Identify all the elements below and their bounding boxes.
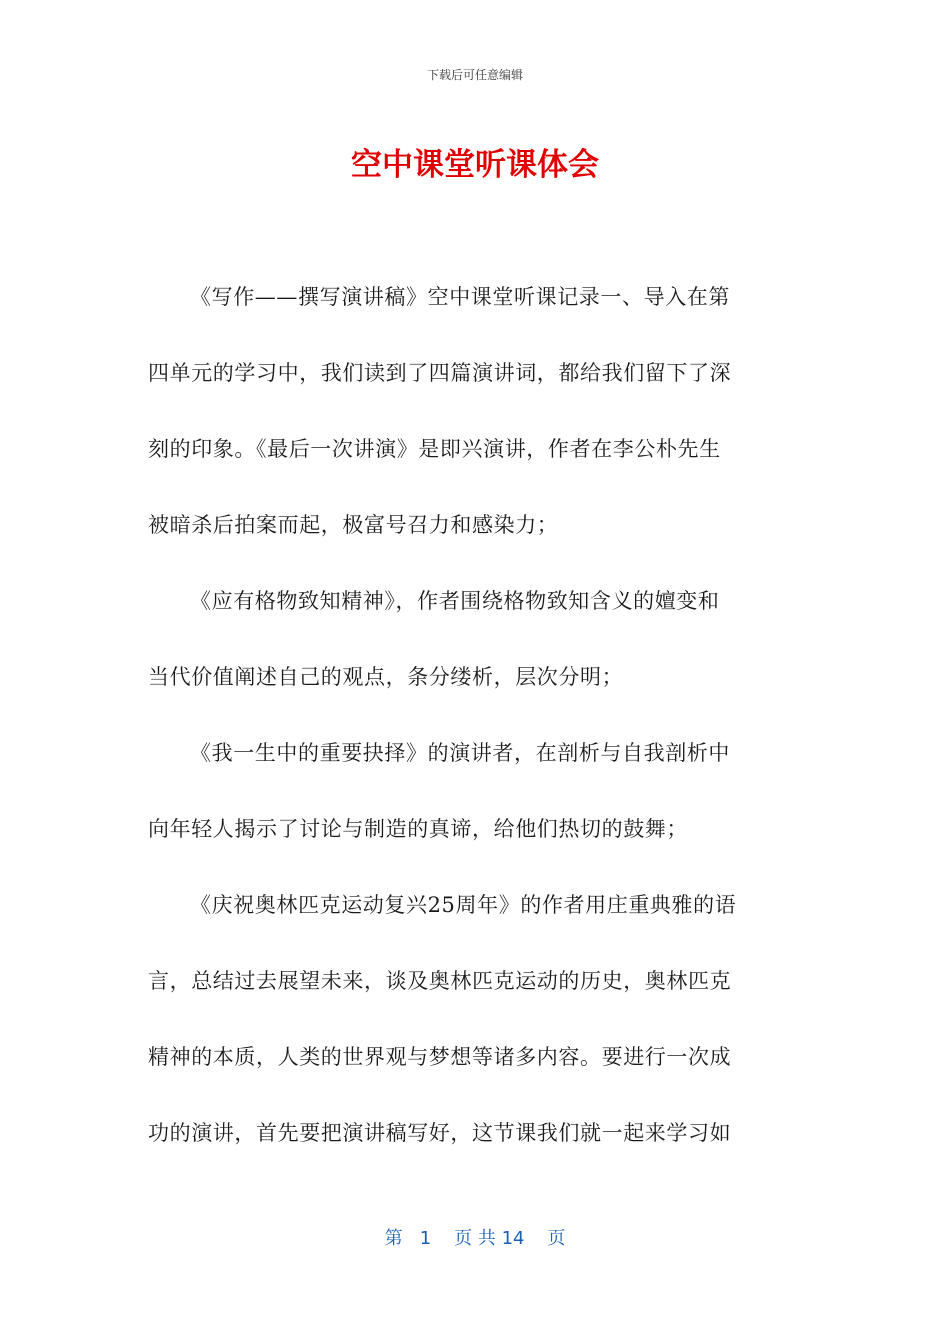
paragraph-line: 当代价值阐述自己的观点，条分缕析，层次分明；: [148, 665, 624, 689]
paragraph-line: 《应有格物致知精神》，作者围绕格物致知含义的嬗变和: [190, 589, 720, 613]
paragraph-line: 刻的印象。《最后一次讲演》是即兴演讲，作者在李公朴先生: [148, 437, 721, 461]
paragraph-line: 功的演讲，首先要把演讲稿写好，这节课我们就一起来学习如: [148, 1121, 732, 1145]
document-title: 空中课堂听课体会: [351, 147, 599, 183]
page-footer: [0, 1222, 950, 1256]
paragraph-line: 言，总结过去展望未来，谈及奥林匹克运动的历史，奥林匹克: [148, 969, 732, 993]
document-body: [148, 272, 808, 1184]
paragraph-line: 《庆祝奥林匹克运动复兴25周年》的作者用庄重典雅的语: [190, 893, 737, 917]
paragraph-line: 《写作——撰写演讲稿》空中课堂听课记录一、导入在第: [190, 285, 730, 309]
footer-label-ye-gong: 页 共: [454, 1228, 496, 1249]
paragraph-line: 精神的本质，人类的世界观与梦想等诸多内容。要进行一次成: [148, 1045, 732, 1069]
header-note: 下载后可任意编辑: [426, 68, 523, 82]
paragraph-line: 向年轻人揭示了讨论与制造的真谛，给他们热切的鼓舞；: [148, 817, 688, 841]
footer-label-di: 第: [384, 1228, 403, 1249]
total-page-count: 14: [501, 1228, 525, 1249]
paragraph-line: 《我一生中的重要抉择》的演讲者，在剖析与自我剖析中: [190, 741, 730, 765]
current-page-number: 1: [419, 1228, 432, 1249]
paragraph-line: 被暗杀后拍案而起，极富号召力和感染力；: [148, 513, 559, 537]
paragraph-line: 四单元的学习中，我们读到了四篇演讲词，都给我们留下了深: [148, 361, 732, 385]
footer-label-ye: 页: [547, 1228, 566, 1249]
